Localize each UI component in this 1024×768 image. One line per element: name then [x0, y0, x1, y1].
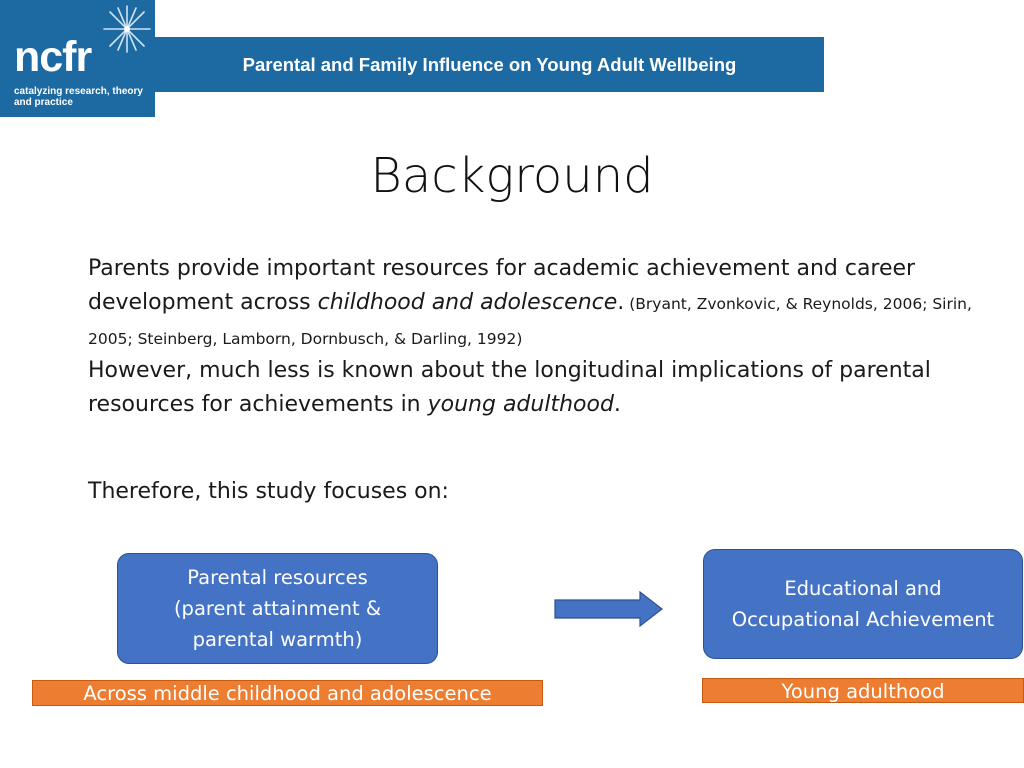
paragraph-however — [88, 354, 988, 422]
box-right-line1: Educational and — [784, 577, 942, 600]
box-left-line2: (parent attainment & — [173, 597, 382, 620]
achievement-box — [703, 549, 1023, 659]
slide-title: Background — [370, 148, 654, 204]
paragraph-resources — [88, 252, 988, 356]
banner-title: Parental and Family Influence on Young Adult Wellbeing — [242, 53, 737, 75]
p1-citation: (Bryant, Zvonkovic, & Reynolds, 2006; Sirin, 2005; Steinberg, Lamborn, Dornbusch, & Darling, 1992) — [88, 295, 972, 348]
ncfr-logo — [0, 0, 155, 117]
right-arrow-icon — [554, 591, 664, 627]
p2-emphasis: young adulthood — [427, 392, 614, 417]
parental-resources-box — [117, 553, 438, 664]
paragraph-therefore: Therefore, this study focuses on: — [88, 479, 449, 504]
box-left-line1: Parental resources — [187, 566, 368, 589]
p2-text: However, much less is known about the longitudinal implications of parental resources for achievements in — [88, 358, 931, 417]
logo-wordmark: ncfr — [14, 33, 92, 81]
p1-period: . — [617, 290, 625, 315]
logo-tagline: catalyzing research, theory and practice — [14, 86, 143, 108]
header-banner — [155, 37, 824, 92]
starburst-icon — [100, 2, 154, 56]
young-adulthood-label: Young adulthood — [702, 678, 1024, 703]
p1-emphasis: childhood and adolescence — [317, 290, 618, 315]
p2-period: . — [613, 392, 621, 417]
childhood-period-label: Across middle childhood and adolescence — [32, 680, 543, 706]
box-left-line3: parental warmth) — [192, 628, 363, 651]
box-right-line2: Occupational Achievement — [731, 608, 995, 631]
p1-text: Parents provide important resources for academic achievement and career development across — [88, 256, 916, 315]
